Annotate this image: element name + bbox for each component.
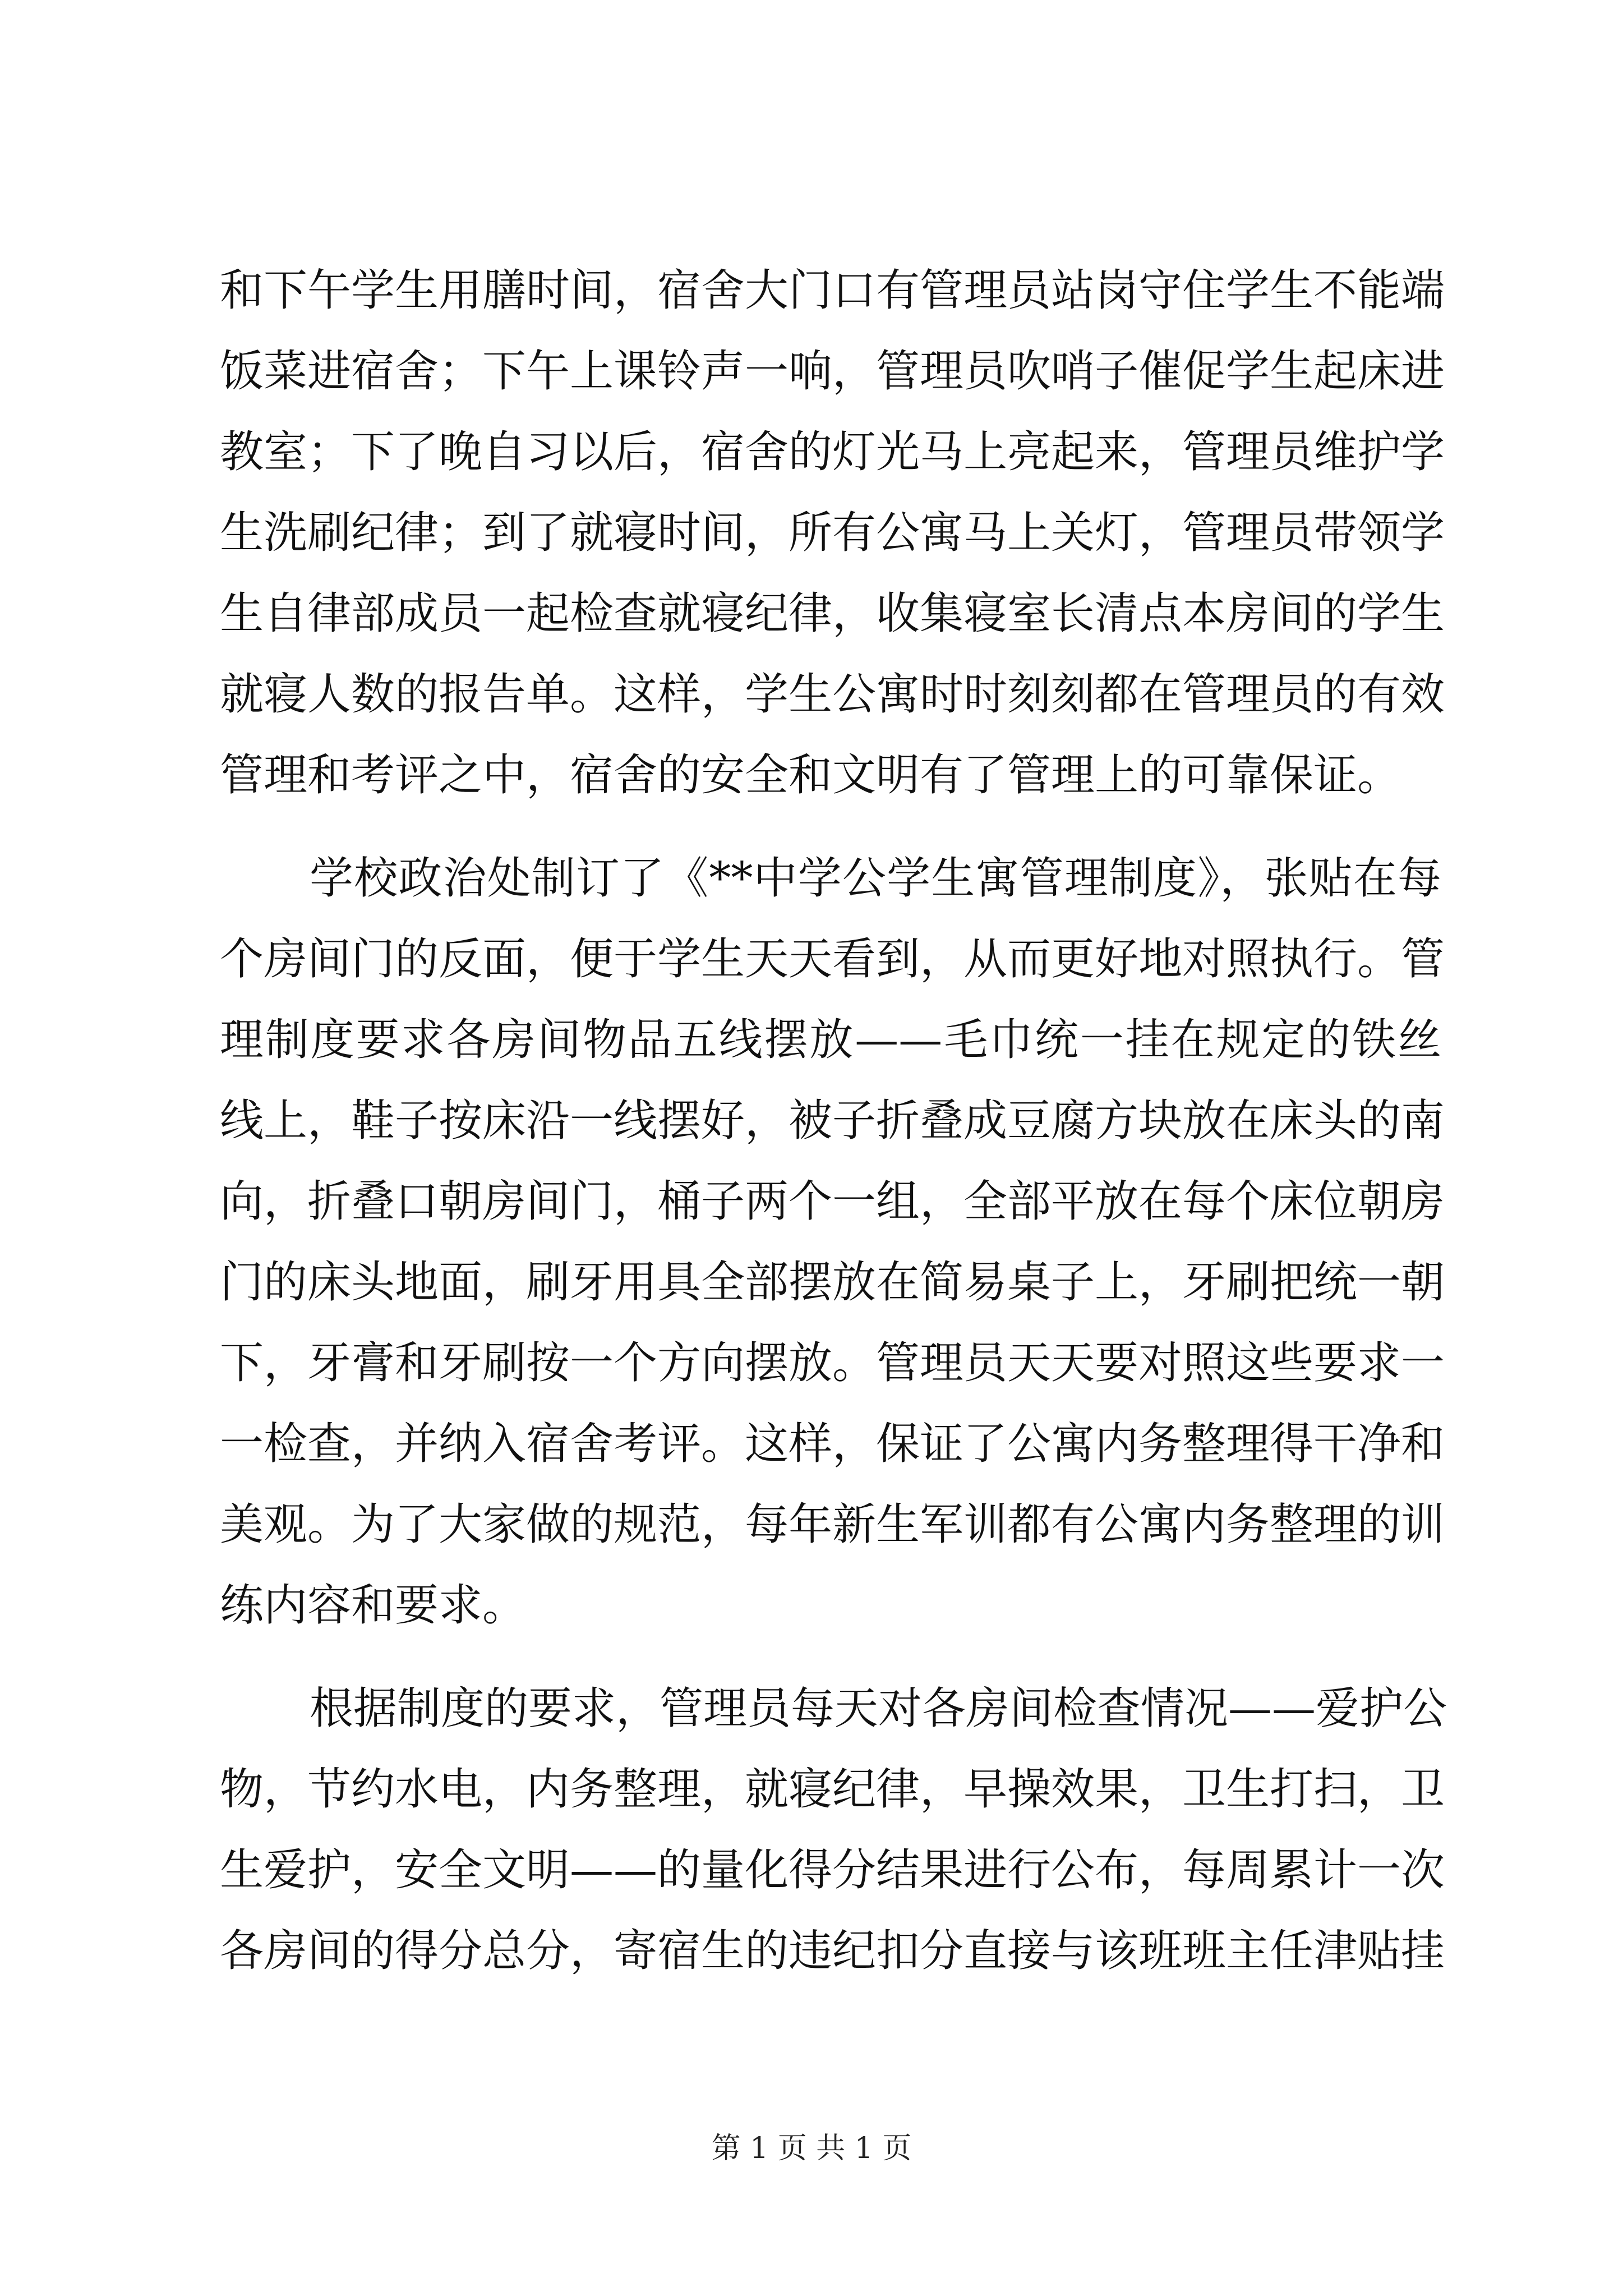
text-line: 下，牙膏和牙刷按一个方向摆放。管理员天天要对照这些要求一 — [220, 1338, 1445, 1388]
text-line: 就寝人数的报告单。这样，学生公寓时时刻刻都在管理员的有效 — [220, 669, 1445, 720]
text-line: 饭菜进宿舍；下午上课铃声一响，管理员吹哨子催促学生起床进 — [220, 346, 1445, 397]
text-line: 管理和考评之中，宿舍的安全和文明有了管理上的可靠保证。 — [220, 750, 1401, 800]
text-line: 物，节约水电，内务整理，就寝纪律，早操效果，卫生打扫，卫 — [220, 1764, 1445, 1815]
text-line: 各房间的得分总分，寄宿生的违纪扣分直接与该班班主任津贴挂 — [220, 1926, 1445, 1976]
text-line: 和下午学生用膳时间，宿舍大门口有管理员站岗守住学生不能端 — [220, 265, 1445, 316]
text-line: 美观。为了大家做的规范，每年新生军训都有公寓内务整理的训 — [220, 1499, 1445, 1550]
text-line: 个房间门的反面，便于学生天天看到，从而更好地对照执行。管 — [220, 934, 1445, 984]
text-line: 生爱护，安全文明——的量化得分结果进行公布，每周累计一次 — [220, 1845, 1445, 1895]
paragraph — [220, 838, 1445, 1646]
text-line: 练内容和要求。 — [220, 1580, 527, 1631]
page-number-footer: 第 1 页 共 1 页 — [711, 2132, 912, 2165]
paragraph — [220, 250, 1445, 816]
text-line: 理制度要求各房间物品五线摆放——毛巾统一挂在规定的铁丝 — [220, 1015, 1441, 1065]
text-line: 线上，鞋子按床沿一线摆好，被子折叠成豆腐方块放在床头的南 — [220, 1096, 1445, 1146]
text-line: 教室；下了晚自习以后，宿舍的灯光马上亮起来，管理员维护学 — [220, 427, 1445, 477]
text-line: 生洗刷纪律；到了就寝时间，所有公寓马上关灯，管理员带领学 — [220, 508, 1445, 558]
paragraph — [220, 1668, 1447, 1991]
text-line: 生自律部成员一起检查就寝纪律，收集寝室长清点本房间的学生 — [220, 588, 1445, 639]
text-line: 一检查，并纳入宿舍考评。这样，保证了公寓内务整理得干净和 — [220, 1419, 1445, 1469]
text-line: 学校政治处制订了《**中学公学生寓管理制度》，张贴在每 — [310, 853, 1441, 904]
text-line: 向，折叠口朝房间门，桶子两个一组，全部平放在每个床位朝房 — [220, 1176, 1445, 1227]
text-line: 根据制度的要求，管理员每天对各房间检查情况——爱护公 — [310, 1683, 1447, 1734]
text-line: 门的床头地面，刷牙用具全部摆放在简易桌子上，牙刷把统一朝 — [220, 1257, 1445, 1308]
document-body — [220, 250, 1447, 1991]
